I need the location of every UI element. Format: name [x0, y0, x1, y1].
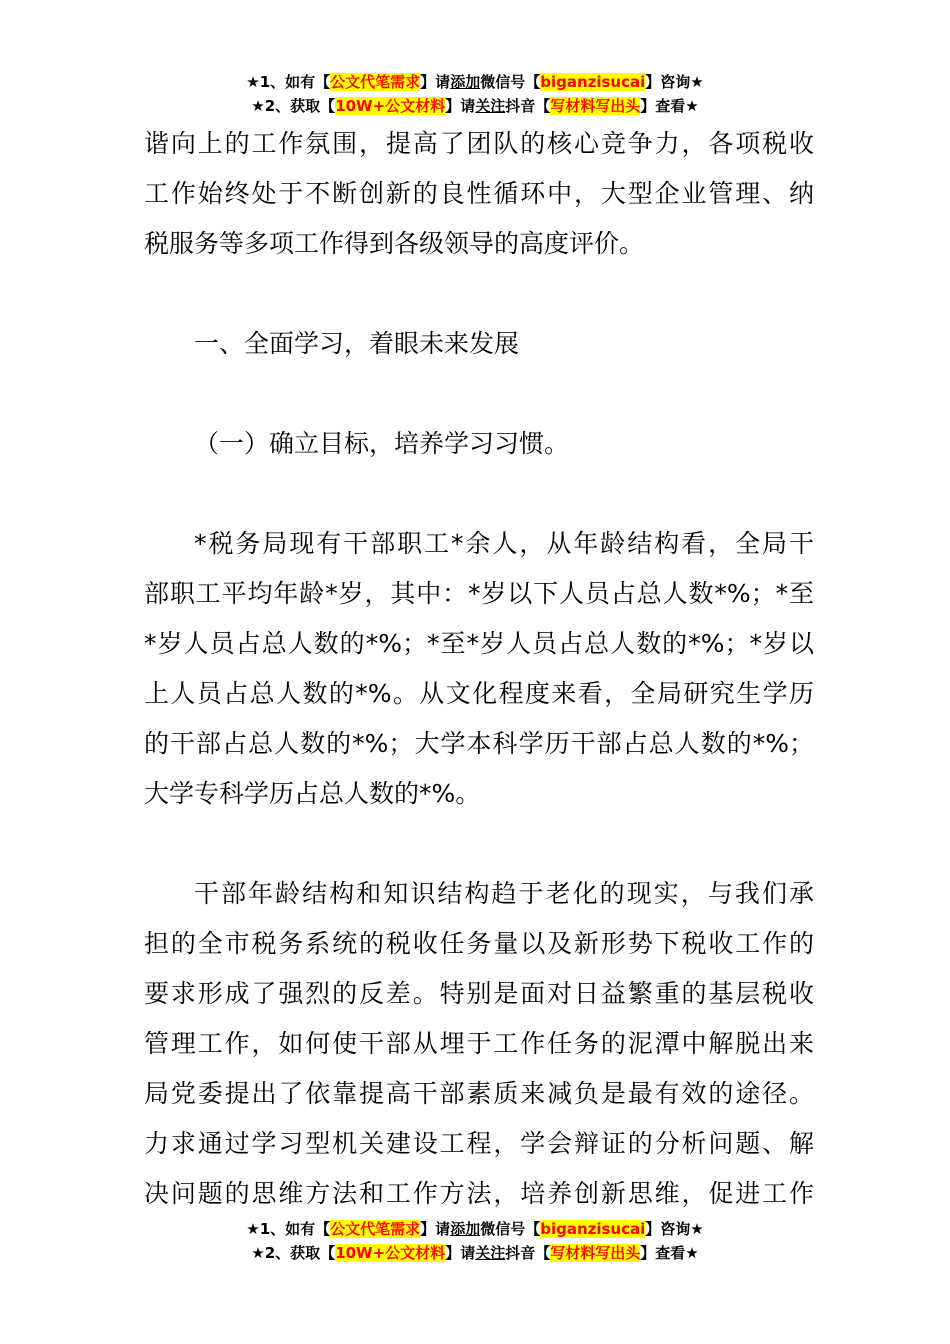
- paragraph-line: 上人员占总人数的*%。从文化程度来看，全局研究生学历: [144, 679, 814, 708]
- paragraph-line: 局党委提出了依靠提高干部素质来减负是最有效的途径。: [144, 1079, 814, 1108]
- banner-text: 】请: [420, 73, 451, 91]
- banner-underlined: 关注: [475, 1244, 506, 1262]
- highlight-ghostwriting: 公文代笔需求: [330, 1220, 421, 1238]
- paragraph-line: 干部年龄结构和知识结构趋于老化的现实，与我们承: [194, 879, 814, 908]
- banner-text: 】请: [445, 97, 476, 115]
- banner-text: 微信号【: [480, 1220, 541, 1238]
- banner-text: 微信号【: [480, 73, 541, 91]
- banner-text: 】查看★: [640, 97, 699, 115]
- banner-text: ★1、如有【: [246, 1220, 331, 1238]
- paragraph-line: 大学专科学历占总人数的*%。: [144, 779, 481, 808]
- paragraph-line: 部职工平均年龄*岁，其中：*岁以下人员占总人数*%；*至: [144, 579, 814, 608]
- banner-text: ★2、获取【: [251, 97, 336, 115]
- top-banner: [0, 70, 950, 118]
- paragraph-line: *岁人员占总人数的*%；*至*岁人员占总人数的*%；*岁以: [144, 629, 814, 658]
- banner-line-2: [0, 94, 950, 118]
- banner-line-2: [0, 1241, 950, 1265]
- banner-underlined: 添加: [450, 1220, 481, 1238]
- banner-text: ★2、获取【: [251, 1244, 336, 1262]
- paragraph-line: 要求形成了强烈的反差。特别是面对日益繁重的基层税收: [144, 979, 814, 1008]
- bottom-banner: [0, 1217, 950, 1265]
- paragraph-line: 担的全市税务系统的税收任务量以及新形势下税收工作的: [144, 929, 814, 958]
- banner-line-1: [0, 1217, 950, 1241]
- banner-text: 】查看★: [640, 1244, 699, 1262]
- banner-line-1: [0, 70, 950, 94]
- section-heading: 一、全面学习，着眼未来发展: [194, 329, 520, 358]
- banner-text: 抖音【: [505, 1244, 551, 1262]
- banner-text: 抖音【: [505, 97, 551, 115]
- paragraph-line: 力求通过学习型机关建设工程，学会辩证的分析问题、解: [144, 1129, 814, 1158]
- banner-text: 】请: [445, 1244, 476, 1262]
- paragraph-line: 税服务等多项工作得到各级领导的高度评价。: [144, 229, 645, 258]
- highlight-wechat-id: biganzisucai: [540, 73, 646, 91]
- banner-text: 】请: [420, 1220, 451, 1238]
- highlight-douyin: 写材料写出头: [550, 1244, 641, 1262]
- paragraph-line: *税务局现有干部职工*余人，从年龄结构看，全局干: [194, 529, 814, 558]
- banner-underlined: 添加: [450, 73, 481, 91]
- banner-underlined: 关注: [475, 97, 506, 115]
- highlight-douyin: 写材料写出头: [550, 97, 641, 115]
- paragraph-line: 决问题的思维方法和工作方法，培养创新思维，促进工作: [144, 1179, 814, 1208]
- highlight-ghostwriting: 公文代笔需求: [330, 73, 421, 91]
- subsection-heading: （一）确立目标，培养学习习惯。: [194, 429, 570, 458]
- banner-text: 】咨询★: [645, 73, 704, 91]
- paragraph-line: 工作始终处于不断创新的良性循环中，大型企业管理、纳: [144, 179, 814, 208]
- highlight-materials: 10W+公文材料: [335, 97, 446, 115]
- paragraph-line: 管理工作，如何使干部从埋于工作任务的泥潭中解脱出来: [144, 1029, 814, 1058]
- paragraph-line: 的干部占总人数的*%；大学本科学历干部占总人数的*%；: [144, 729, 814, 758]
- highlight-materials: 10W+公文材料: [335, 1244, 446, 1262]
- paragraph-line: 谐向上的工作氛围，提高了团队的核心竞争力，各项税收: [144, 129, 814, 158]
- banner-text: 】咨询★: [645, 1220, 704, 1238]
- highlight-wechat-id: biganzisucai: [540, 1220, 646, 1238]
- banner-text: ★1、如有【: [246, 73, 331, 91]
